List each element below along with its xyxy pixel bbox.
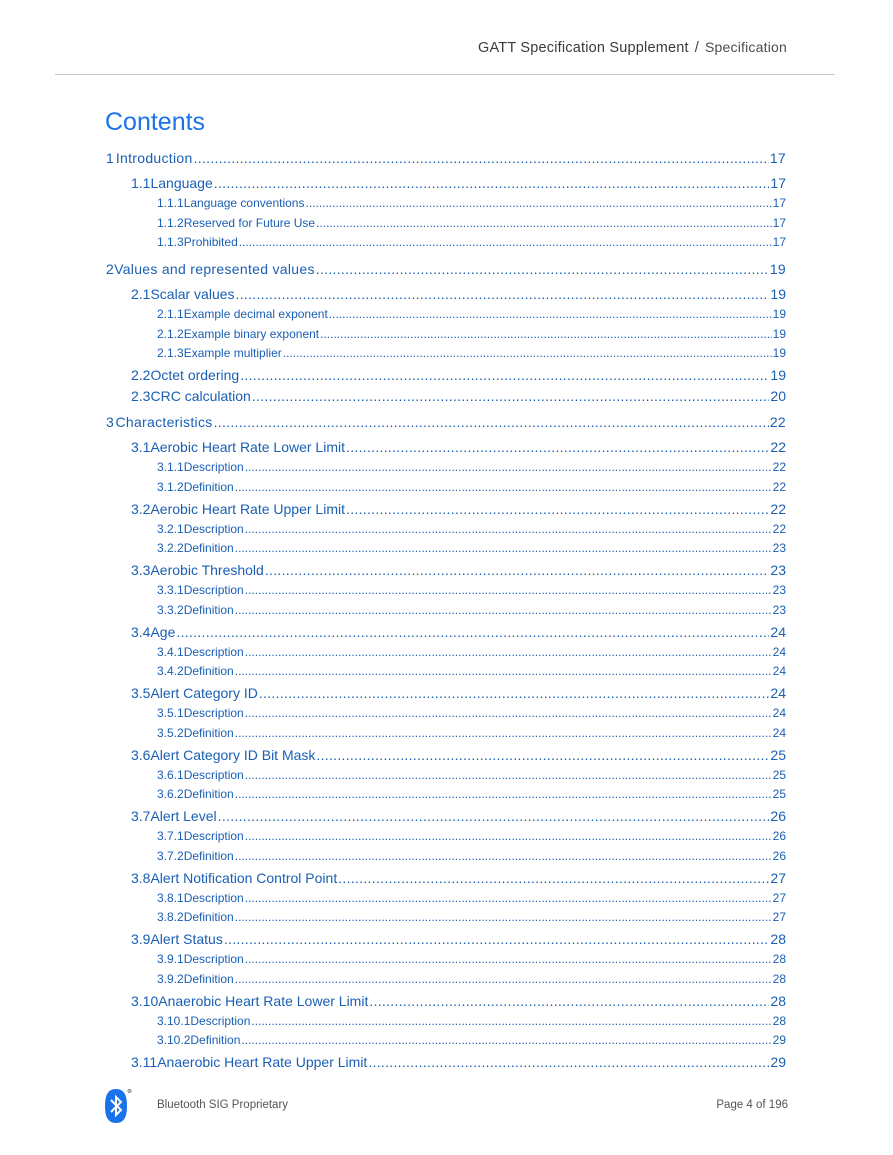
toc-entry-label[interactable]: Definition <box>190 1033 241 1047</box>
toc-entry-label[interactable]: Anaerobic Heart Rate Lower Limit <box>158 992 369 1009</box>
toc-leader-dots <box>235 664 772 678</box>
toc-entry-page[interactable]: 24 <box>770 623 786 640</box>
toc-entry-number: 3.4.2 <box>157 664 184 678</box>
toc-entry[interactable] <box>157 787 786 801</box>
header-subtitle: Specification <box>705 39 787 55</box>
toc-entry-page[interactable]: 24 <box>772 725 786 740</box>
toc-leader-dots <box>316 747 769 763</box>
toc-entry[interactable] <box>157 829 786 843</box>
toc-entry[interactable] <box>157 327 786 341</box>
toc-entry[interactable] <box>157 849 786 863</box>
toc-entry[interactable] <box>157 1014 786 1028</box>
toc-entry-number: 3.1.2 <box>157 479 184 494</box>
toc-entry-number: 3.9.1 <box>157 952 184 966</box>
toc-entry-number: 3.2 <box>131 500 151 517</box>
toc-entry[interactable] <box>106 150 786 166</box>
toc-entry-page[interactable]: 19 <box>772 307 786 321</box>
toc-entry-page[interactable]: 27 <box>772 890 786 905</box>
toc-entry-page[interactable]: 25 <box>772 767 786 782</box>
toc-leader-dots <box>259 685 770 701</box>
toc-entry-label[interactable]: Prohibited <box>183 235 238 249</box>
toc-leader-dots <box>218 808 770 824</box>
toc-leader-dots <box>176 624 769 640</box>
toc-entry-label[interactable]: Scalar values <box>150 286 235 302</box>
toc-entry[interactable] <box>157 603 786 617</box>
toc-entry[interactable] <box>157 891 786 905</box>
toc-entry-label[interactable]: Description <box>183 460 244 474</box>
toc-leader-dots <box>346 501 769 517</box>
toc-leader-dots <box>194 150 769 166</box>
toc-entry[interactable] <box>157 346 786 360</box>
toc-leader-dots <box>245 706 772 720</box>
toc-leader-dots <box>369 993 769 1009</box>
toc-entry-label[interactable]: Values and represented values <box>114 261 315 277</box>
toc-entry-label[interactable]: Aerobic Threshold <box>150 562 264 578</box>
toc-entry[interactable] <box>131 367 786 383</box>
toc-entry-label[interactable]: Description <box>183 829 244 843</box>
toc-entry-page[interactable]: 24 <box>770 685 786 701</box>
toc-entry-page[interactable]: 28 <box>772 971 786 986</box>
toc-entry-label[interactable]: Age <box>150 623 176 640</box>
toc-entry-page[interactable]: 25 <box>772 787 786 801</box>
toc-entry[interactable] <box>157 541 786 555</box>
toc-leader-dots <box>245 522 772 536</box>
toc-entry-label[interactable]: Language <box>150 175 213 191</box>
toc-leader-dots <box>316 216 772 230</box>
toc-entry-number: 1.1.1 <box>157 196 184 210</box>
toc-entry[interactable] <box>157 583 786 597</box>
toc-entry-label[interactable]: Example decimal exponent <box>183 307 328 321</box>
toc-entry-number: 3.10 <box>131 992 159 1009</box>
toc-entry-number: 2.1.2 <box>157 326 184 341</box>
toc-entry[interactable] <box>157 307 786 321</box>
toc-entry-label[interactable]: Definition <box>183 910 234 924</box>
toc-entry-page[interactable]: 22 <box>769 414 786 430</box>
toc-leader-dots <box>283 346 772 360</box>
toc-entry-number: 3.8.1 <box>157 890 184 905</box>
toc-entry[interactable] <box>131 439 786 455</box>
toc-entry-number: 1.1.2 <box>157 215 184 230</box>
contents-heading: Contents <box>105 108 206 136</box>
toc-entry-label[interactable]: Definition <box>183 725 234 740</box>
toc-entry-page[interactable]: 19 <box>770 286 786 302</box>
toc-leader-dots <box>252 388 770 404</box>
toc-entry-page[interactable]: 26 <box>772 848 786 863</box>
toc-entry-label[interactable]: Example multiplier <box>183 346 282 360</box>
toc-entry-label[interactable]: Octet ordering <box>150 367 240 383</box>
toc-entry[interactable] <box>131 870 786 886</box>
toc-entry-number: 3.2.1 <box>157 521 184 536</box>
toc-entry[interactable] <box>157 480 786 494</box>
toc-leader-dots <box>338 870 769 886</box>
toc-leader-dots <box>236 286 770 302</box>
toc-entry-page[interactable]: 17 <box>772 196 786 210</box>
toc-entry-page[interactable]: 24 <box>772 644 786 659</box>
toc-leader-dots <box>245 583 772 597</box>
toc-entry-label[interactable]: Definition <box>183 479 234 494</box>
toc-entry-label[interactable]: Anaerobic Heart Rate Upper Limit <box>157 1054 368 1070</box>
toc-entry-number: 3 <box>106 414 115 430</box>
toc-entry[interactable] <box>157 952 786 966</box>
toc-entry-page[interactable]: 22 <box>770 439 786 455</box>
toc-entry-label[interactable]: Alert Category ID Bit Mask <box>150 746 316 763</box>
toc-entry-label[interactable]: Definition <box>183 848 234 863</box>
toc-leader-dots <box>235 910 772 924</box>
toc-leader-dots <box>241 1033 771 1047</box>
toc-leader-dots <box>251 1014 771 1028</box>
toc-entry-number: 3.9.2 <box>157 971 184 986</box>
toc-entry-page[interactable]: 17 <box>770 175 786 191</box>
toc-leader-dots <box>214 175 770 191</box>
toc-entry-number: 1.1.3 <box>157 235 184 249</box>
toc-entry-number: 3.9 <box>131 931 151 947</box>
toc-entry[interactable] <box>131 562 786 578</box>
toc-leader-dots <box>239 235 772 249</box>
toc-entry-number: 3.6.2 <box>157 787 184 801</box>
toc-entry-page[interactable]: 27 <box>772 910 786 924</box>
toc-entry-page[interactable]: 28 <box>772 1013 786 1028</box>
toc-entry-number: 3.2.2 <box>157 541 184 555</box>
toc-entry-page[interactable]: 19 <box>772 326 786 341</box>
toc-entry[interactable] <box>157 972 786 986</box>
toc-entry-number: 3.5.2 <box>157 725 184 740</box>
toc-entry-number: 3.6 <box>131 746 151 763</box>
toc-entry-label[interactable]: Alert Level <box>150 808 217 824</box>
toc-entry[interactable] <box>131 286 786 302</box>
toc-entry-page[interactable]: 19 <box>770 367 786 383</box>
toc-leader-dots <box>245 768 772 782</box>
toc-entry-page[interactable]: 23 <box>772 541 786 555</box>
toc-entry-page[interactable]: 22 <box>772 460 786 474</box>
toc-entry-page[interactable]: 17 <box>772 215 786 230</box>
toc-entry[interactable] <box>131 501 786 517</box>
toc-entry-label[interactable]: Definition <box>183 787 234 801</box>
toc-entry-label[interactable]: Description <box>183 644 244 659</box>
toc-leader-dots <box>235 972 772 986</box>
toc-leader-dots <box>235 603 772 617</box>
toc-entry-page[interactable]: 23 <box>770 562 786 578</box>
toc-entry-number: 3.8.2 <box>157 910 184 924</box>
toc-entry-label[interactable]: Definition <box>183 541 234 555</box>
toc-entry-page[interactable]: 17 <box>769 150 786 166</box>
toc-entry[interactable] <box>157 706 786 720</box>
toc-leader-dots <box>245 829 772 843</box>
toc-entry-label[interactable]: Alert Status <box>150 931 223 947</box>
toc-entry[interactable] <box>131 808 786 824</box>
toc-entry-number: 3.1 <box>131 439 151 455</box>
toc-entry-number: 2.1.3 <box>157 346 184 360</box>
toc-leader-dots <box>305 196 771 210</box>
toc-entry-number: 3.5.1 <box>157 706 184 720</box>
toc-entry-label[interactable]: Example binary exponent <box>183 326 320 341</box>
toc-leader-dots <box>245 952 772 966</box>
toc-entry-page[interactable]: 25 <box>770 746 786 763</box>
toc-leader-dots <box>235 480 772 494</box>
toc-entry-number: 2.1 <box>131 286 151 302</box>
toc-entry[interactable] <box>157 460 786 474</box>
toc-entry[interactable] <box>157 1033 786 1047</box>
toc-entry-number: 3.1.1 <box>157 460 184 474</box>
toc-leader-dots <box>316 261 769 277</box>
toc-entry-label[interactable]: Characteristics <box>115 414 213 430</box>
toc-entry[interactable] <box>106 261 786 277</box>
bluetooth-icon <box>104 1088 132 1124</box>
toc-entry-label[interactable]: Description <box>183 952 244 966</box>
toc-entry-label[interactable]: Description <box>183 706 244 720</box>
toc-leader-dots <box>235 849 772 863</box>
toc-entry[interactable] <box>157 216 786 230</box>
toc-entry[interactable] <box>131 624 786 640</box>
toc-leader-dots <box>235 726 772 740</box>
toc-leader-dots <box>320 327 772 341</box>
toc-entry-page[interactable]: 17 <box>772 235 786 249</box>
toc-entry-label[interactable]: Description <box>183 890 244 905</box>
toc-leader-dots <box>265 562 770 578</box>
toc-entry[interactable] <box>131 931 786 947</box>
toc-entry-label[interactable]: Aerobic Heart Rate Lower Limit <box>150 439 345 455</box>
footer-proprietary: Bluetooth SIG Proprietary <box>157 1099 289 1111</box>
toc-entry[interactable] <box>106 414 786 430</box>
toc-entry-page[interactable]: 19 <box>769 261 786 277</box>
toc-leader-dots <box>245 891 772 905</box>
toc-entry-number: 3.11 <box>131 1054 158 1070</box>
toc-entry[interactable] <box>131 175 786 191</box>
header-separator: / <box>694 40 700 56</box>
toc-entry-label[interactable]: CRC calculation <box>150 388 251 404</box>
toc-entry-number: 3.3.2 <box>157 602 184 617</box>
toc-entry[interactable] <box>157 522 786 536</box>
toc-entry-label[interactable]: Definition <box>183 602 234 617</box>
toc-entry-label[interactable]: Alert Category ID <box>150 685 258 701</box>
footer-page-number: Page 4 of 196 <box>716 1099 788 1111</box>
toc-entry-number: 3.5 <box>131 685 151 701</box>
toc-entry[interactable] <box>131 388 786 404</box>
svg-text:R: R <box>128 1090 131 1094</box>
toc-entry-number: 3.3 <box>131 562 151 578</box>
toc-entry-number: 3.3.1 <box>157 583 184 597</box>
toc-entry[interactable] <box>157 910 786 924</box>
toc-entry-label[interactable]: Definition <box>183 664 234 678</box>
toc-entry-label[interactable]: Description <box>183 521 244 536</box>
toc-entry-label[interactable]: Introduction <box>115 150 193 166</box>
toc-entry-page[interactable]: 28 <box>770 992 786 1009</box>
toc-leader-dots <box>240 367 769 383</box>
toc-entry-page[interactable]: 29 <box>770 1054 786 1070</box>
toc-entry-number: 3.10.2 <box>157 1033 191 1047</box>
toc-entry-number: 1.1 <box>131 175 151 191</box>
toc-entry-page[interactable]: 24 <box>772 664 786 678</box>
toc-entry-number: 3.7.1 <box>157 829 184 843</box>
toc-entry-label[interactable]: Language conventions <box>183 196 305 210</box>
toc-entry-label[interactable]: Aerobic Heart Rate Upper Limit <box>150 500 345 517</box>
toc-entry-number: 3.10.1 <box>157 1013 191 1028</box>
toc-entry-number: 3.7.2 <box>157 848 184 863</box>
toc-entry[interactable] <box>157 235 786 249</box>
toc-entry-label[interactable]: Description <box>183 767 244 782</box>
toc-leader-dots <box>235 541 772 555</box>
toc-leader-dots <box>329 307 772 321</box>
toc-entry-label[interactable]: Description <box>190 1013 251 1028</box>
toc-entry-number: 3.6.1 <box>157 767 184 782</box>
toc-entry[interactable] <box>157 768 786 782</box>
toc-entry-label[interactable]: Definition <box>183 971 234 986</box>
toc-entry[interactable] <box>157 726 786 740</box>
toc-entry-number: 3.7 <box>131 808 151 824</box>
toc-entry-label[interactable]: Reserved for Future Use <box>183 215 316 230</box>
toc-entry-page[interactable]: 27 <box>770 869 786 886</box>
header-title: GATT Specification Supplement <box>477 40 689 56</box>
toc-entry-page[interactable]: 26 <box>770 808 786 824</box>
toc-leader-dots <box>368 1054 769 1070</box>
toc-leader-dots <box>245 645 772 659</box>
toc-entry-number: 2.3 <box>131 388 151 404</box>
toc-entry-page[interactable]: 19 <box>772 346 786 360</box>
page-header <box>478 39 787 56</box>
toc-leader-dots <box>235 787 772 801</box>
toc-entry-label[interactable]: Alert Notification Control Point <box>150 869 338 886</box>
toc-entry-page[interactable]: 22 <box>770 500 786 517</box>
toc-entry-number: 3.4 <box>131 623 151 640</box>
toc-entry-page[interactable]: 28 <box>770 931 786 947</box>
toc-entry-number: 3.4.1 <box>157 644 184 659</box>
toc-leader-dots <box>346 439 769 455</box>
toc-entry[interactable] <box>131 993 786 1009</box>
toc-entry-page[interactable]: 26 <box>772 829 786 843</box>
toc-entry[interactable] <box>131 747 786 763</box>
toc-entry-page[interactable]: 23 <box>772 602 786 617</box>
toc-leader-dots <box>224 931 770 947</box>
header-divider <box>55 74 835 75</box>
toc-entry-number: 3.8 <box>131 869 151 886</box>
toc-entry-number: 2 <box>106 261 115 277</box>
toc-entry-page[interactable]: 22 <box>772 521 786 536</box>
toc-leader-dots <box>214 414 769 430</box>
toc-entry[interactable] <box>157 196 786 210</box>
toc-entry[interactable] <box>131 685 786 701</box>
toc-entry[interactable] <box>131 1054 786 1070</box>
toc-entry-page[interactable]: 20 <box>770 388 786 404</box>
toc-entry-number: 2.1.1 <box>157 307 184 321</box>
toc-entry-page[interactable]: 29 <box>772 1033 786 1047</box>
toc-leader-dots <box>245 460 772 474</box>
toc-entry[interactable] <box>157 664 786 678</box>
toc-entry-page[interactable]: 23 <box>772 583 786 597</box>
toc-entry-page[interactable]: 22 <box>772 479 786 494</box>
toc-entry-number: 1 <box>106 150 115 166</box>
toc-entry-page[interactable]: 28 <box>772 952 786 966</box>
toc-entry-number: 2.2 <box>131 367 151 383</box>
toc-entry-label[interactable]: Description <box>183 583 244 597</box>
toc-entry[interactable] <box>157 645 786 659</box>
toc-entry-page[interactable]: 24 <box>772 706 786 720</box>
